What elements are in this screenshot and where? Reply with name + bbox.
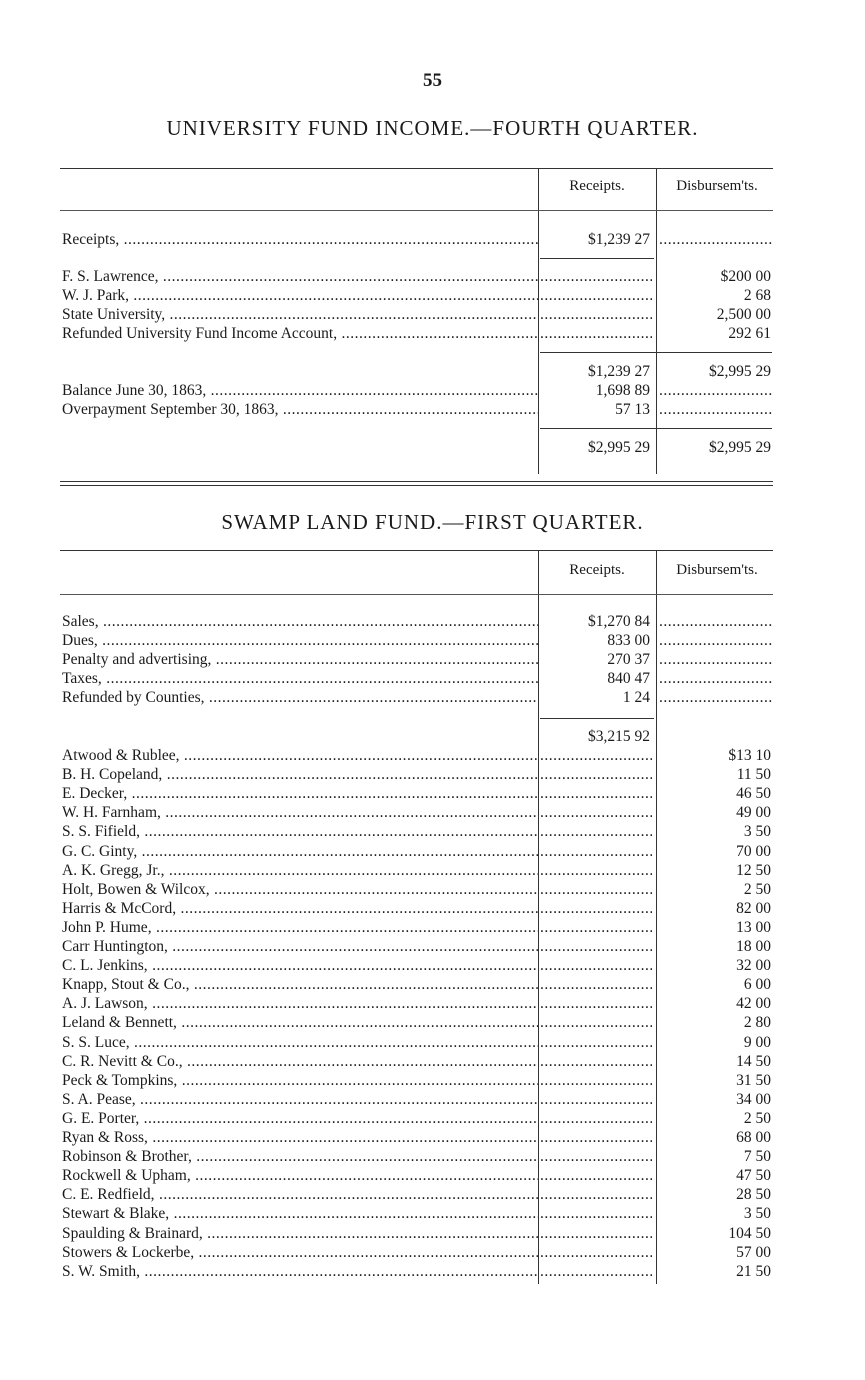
disb-cell — [659, 631, 773, 650]
disb-cell: 47 50 — [659, 1166, 773, 1185]
row-label: E. Decker, ..... — [62, 784, 538, 803]
disb-cell: 31 50 — [659, 1071, 773, 1090]
disb-cell: 28 50 — [659, 1185, 773, 1204]
receipts-cell — [540, 956, 652, 975]
disb-cell: 292 61 — [659, 324, 773, 343]
row-label: Carr Huntington, ..... — [62, 937, 538, 956]
page-number: 55 — [423, 70, 442, 91]
subtotal-rule — [540, 352, 772, 353]
receipts-cell — [540, 1090, 652, 1109]
disbursement-row — [62, 324, 775, 343]
receipt-row — [62, 650, 775, 669]
col-header-receipts: Receipts. — [569, 178, 625, 194]
row-label: W. H. Farnham, ..... — [62, 803, 538, 822]
row-label: Leland & Bennett, ..... — [62, 1013, 538, 1032]
disb-cell: 9 00 — [659, 1033, 773, 1052]
disb-cell: 14 50 — [659, 1052, 773, 1071]
receipts-cell — [540, 918, 652, 937]
row-label: W. J. Park, ..... — [62, 286, 538, 305]
disbursement-row — [62, 1071, 775, 1090]
disbursement-row — [62, 784, 775, 803]
disb-cell: 3 50 — [659, 822, 773, 841]
disb-cell: 2 68 — [659, 286, 773, 305]
disb-cell: 7 50 — [659, 1147, 773, 1166]
total-row — [62, 438, 775, 457]
row-label: Atwood & Rublee, ..... — [62, 746, 538, 765]
receipts-cell — [540, 861, 652, 880]
col-header-receipts: Receipts. — [569, 562, 625, 578]
disbursement-row — [62, 765, 775, 784]
row-label: A. J. Lawson, ..... — [62, 994, 538, 1013]
disbursement-row — [62, 918, 775, 937]
receipts-cell: 1 24 — [540, 688, 652, 707]
row-label: Balance June 30, 1863, ..... — [62, 381, 538, 400]
disb-cell — [659, 650, 773, 669]
receipts-cell — [540, 267, 652, 286]
total-rule — [540, 428, 772, 429]
disb-cell — [659, 669, 773, 688]
row-label: B. H. Copeland, ..... — [62, 765, 538, 784]
disb-cell — [659, 688, 773, 707]
receipts-total-rule — [540, 718, 654, 719]
balance-row — [62, 400, 775, 419]
col-header-disbursements: Disbursem'ts. — [676, 562, 758, 578]
row-label: State University, ..... — [62, 305, 538, 324]
row-label: Ryan & Ross, ..... — [62, 1128, 538, 1147]
disbursement-row — [62, 1147, 775, 1166]
receipts-cell — [540, 1071, 652, 1090]
disb-cell: 3 50 — [659, 1204, 773, 1223]
header-rule — [60, 594, 773, 595]
row-label: Robinson & Brother, ..... — [62, 1147, 538, 1166]
disbursement-row — [62, 1166, 775, 1185]
cell-underline — [540, 258, 654, 259]
receipts-cell — [540, 822, 652, 841]
row-label: Spaulding & Brainard, ..... — [62, 1224, 538, 1243]
subtotal-row — [62, 362, 775, 381]
disbursement-row — [62, 1262, 775, 1281]
disbursement-row — [62, 267, 775, 286]
section-divider — [60, 485, 773, 486]
row-label: Penalty and advertising, ..... — [62, 650, 538, 669]
disb-cell — [659, 381, 773, 400]
disbursement-row — [62, 746, 775, 765]
row-label: Refunded University Fund Income Account, ..... — [62, 324, 538, 343]
row-label: A. K. Gregg, Jr., ..... — [62, 861, 538, 880]
disbursement-row — [62, 803, 775, 822]
row-label: C. L. Jenkins, ..... — [62, 956, 538, 975]
receipts-cell — [540, 1204, 652, 1223]
disbursement-row — [62, 861, 775, 880]
disbursement-row — [62, 1243, 775, 1262]
row-label: Sales, ..... — [62, 612, 538, 631]
disb-cell: 2 80 — [659, 1013, 773, 1032]
section-divider — [60, 481, 773, 482]
table-top-rule — [60, 168, 773, 169]
row-label: Dues, ..... — [62, 631, 538, 650]
section-title-university-fund: UNIVERSITY FUND INCOME.—FOURTH QUARTER. — [166, 116, 699, 140]
disb-cell: 104 50 — [659, 1224, 773, 1243]
receipts-cell — [540, 1185, 652, 1204]
disb-cell: $200 00 — [659, 267, 773, 286]
receipts-cell: 270 37 — [540, 650, 652, 669]
disbursement-row — [62, 975, 775, 994]
disb-cell: 32 00 — [659, 956, 773, 975]
disb-cell: 18 00 — [659, 937, 773, 956]
row-label: S. A. Pease, ..... — [62, 1090, 538, 1109]
receipts-cell — [540, 880, 652, 899]
receipts-cell — [540, 765, 652, 784]
receipts-cell — [540, 1262, 652, 1281]
header-rule — [60, 210, 773, 211]
disbursement-row — [62, 822, 775, 841]
row-label: Peck & Tompkins, ..... — [62, 1071, 538, 1090]
receipts-cell: $3,215 92 — [540, 727, 652, 746]
section-title-swamp-land-fund: SWAMP LAND FUND.—FIRST QUARTER. — [221, 510, 644, 534]
receipts-cell — [540, 1052, 652, 1071]
disb-cell: $13 10 — [659, 746, 773, 765]
disbursement-row — [62, 899, 775, 918]
disbursement-row — [62, 1128, 775, 1147]
disb-cell: 57 00 — [659, 1243, 773, 1262]
row-label: Receipts, ..... — [62, 230, 538, 249]
disbursement-row — [62, 305, 775, 324]
disb-cell — [659, 230, 773, 249]
disb-cell: 12 50 — [659, 861, 773, 880]
row-label: Stowers & Lockerbe, ..... — [62, 1243, 538, 1262]
row-label: Knapp, Stout & Co., ..... — [62, 975, 538, 994]
disb-cell: 13 00 — [659, 918, 773, 937]
table-top-rule — [60, 550, 773, 551]
disbursement-row — [62, 286, 775, 305]
disbursement-row — [62, 1204, 775, 1223]
receipts-cell — [540, 305, 652, 324]
disb-cell: $2,995 29 — [659, 438, 773, 457]
row-label: Holt, Bowen & Wilcox, ..... — [62, 880, 538, 899]
row-label: Refunded by Counties, ..... — [62, 688, 538, 707]
receipts-cell: $1,239 27 — [540, 362, 652, 381]
receipts-cell — [540, 1166, 652, 1185]
receipts-cell — [540, 842, 652, 861]
disbursement-row — [62, 1033, 775, 1052]
disbursement-row — [62, 956, 775, 975]
receipts-cell — [540, 1033, 652, 1052]
disbursement-row — [62, 1224, 775, 1243]
disbursement-row — [62, 1090, 775, 1109]
receipts-cell — [540, 1128, 652, 1147]
receipts-cell: 1,698 89 — [540, 381, 652, 400]
receipt-row — [62, 612, 775, 631]
disb-cell: 42 00 — [659, 994, 773, 1013]
receipts-cell — [540, 1147, 652, 1166]
row-label: S. S. Fifield, ..... — [62, 822, 538, 841]
disb-cell: 82 00 — [659, 899, 773, 918]
disb-cell: 46 50 — [659, 784, 773, 803]
disbursement-row — [62, 1185, 775, 1204]
disbursement-row — [62, 880, 775, 899]
row-label: John P. Hume, ..... — [62, 918, 538, 937]
receipts-cell — [540, 1109, 652, 1128]
row-label: Taxes, ..... — [62, 669, 538, 688]
disb-cell: 2 50 — [659, 1109, 773, 1128]
disb-cell: 68 00 — [659, 1128, 773, 1147]
row-label: Stewart & Blake, ..... — [62, 1204, 538, 1223]
receipts-cell: $1,239 27 — [540, 230, 652, 249]
row-label: G. C. Ginty, ..... — [62, 842, 538, 861]
receipts-cell — [540, 324, 652, 343]
receipts-cell — [540, 975, 652, 994]
row-label: C. E. Redfield, ..... — [62, 1185, 538, 1204]
row-label: S. W. Smith, ..... — [62, 1262, 538, 1281]
disb-cell: 34 00 — [659, 1090, 773, 1109]
disbursement-row — [62, 937, 775, 956]
disbursement-row — [62, 994, 775, 1013]
disbursement-row — [62, 842, 775, 861]
receipt-row — [62, 631, 775, 650]
receipts-cell: 840 47 — [540, 669, 652, 688]
receipts-cell: 57 13 — [540, 400, 652, 419]
row-label: Rockwell & Upham, ..... — [62, 1166, 538, 1185]
receipt-row — [62, 669, 775, 688]
receipt-row — [62, 688, 775, 707]
receipts-cell: 833 00 — [540, 631, 652, 650]
disb-cell: 2 50 — [659, 880, 773, 899]
receipts-cell — [540, 1013, 652, 1032]
disb-cell: 70 00 — [659, 842, 773, 861]
disbursement-row — [62, 1109, 775, 1128]
receipts-cell — [540, 803, 652, 822]
disb-cell: 49 00 — [659, 803, 773, 822]
receipts-cell — [540, 1243, 652, 1262]
row-label: C. R. Nevitt & Co., ..... — [62, 1052, 538, 1071]
receipts-total-row — [62, 727, 775, 746]
disb-cell — [659, 400, 773, 419]
row-label: S. S. Luce, ..... — [62, 1033, 538, 1052]
receipts-cell — [540, 784, 652, 803]
disb-cell: 2,500 00 — [659, 305, 773, 324]
receipts-cell — [540, 746, 652, 765]
row-label: G. E. Porter, ..... — [62, 1109, 538, 1128]
receipts-cell — [540, 286, 652, 305]
row-label: F. S. Lawrence, ..... — [62, 267, 538, 286]
receipts-cell — [540, 937, 652, 956]
disb-cell: 11 50 — [659, 765, 773, 784]
receipts-cell: $2,995 29 — [540, 438, 652, 457]
disbursement-row — [62, 1013, 775, 1032]
row-label: Overpayment September 30, 1863, ..... — [62, 400, 538, 419]
receipts-cell — [540, 899, 652, 918]
receipts-cell — [540, 994, 652, 1013]
balance-row — [62, 381, 775, 400]
row-label: Harris & McCord, ..... — [62, 899, 538, 918]
disb-cell: 21 50 — [659, 1262, 773, 1281]
disb-cell: 6 00 — [659, 975, 773, 994]
col-header-disbursements: Disbursem'ts. — [676, 178, 758, 194]
receipts-cell — [540, 1224, 652, 1243]
receipts-cell: $1,270 84 — [540, 612, 652, 631]
disb-cell — [659, 612, 773, 631]
receipts-row — [62, 230, 775, 249]
disb-cell: $2,995 29 — [659, 362, 773, 381]
disbursement-row — [62, 1052, 775, 1071]
